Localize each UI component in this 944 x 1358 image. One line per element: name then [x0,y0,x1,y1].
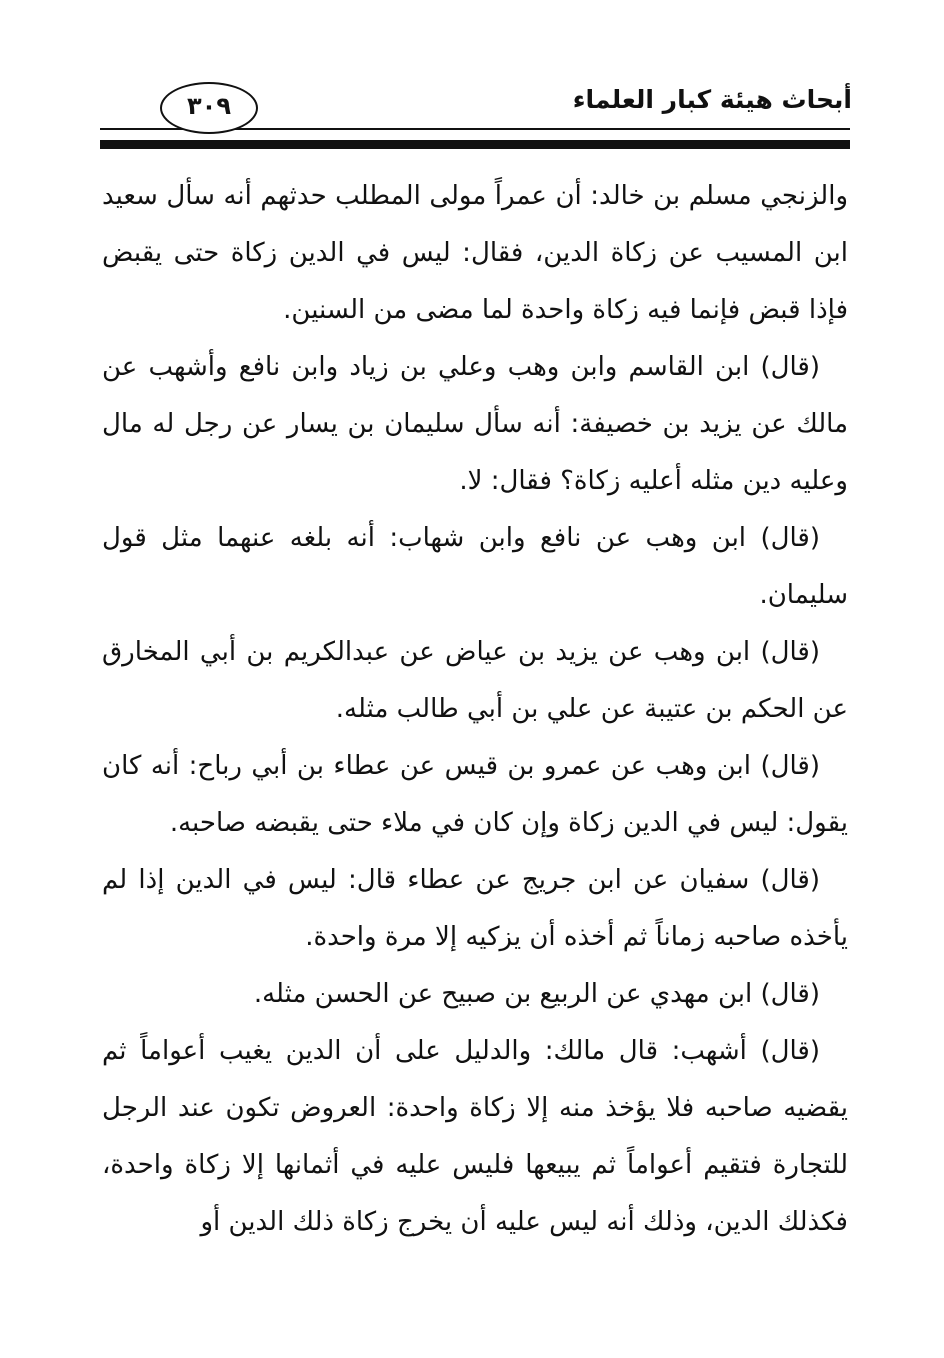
paragraph: (قال) ابن القاسم وابن وهب وعلي بن زياد وابن نافع وأشهب عن مالك عن يزيد بن خصيفة: أنه سأل سليمان بن يسار عن رجل له مال وعليه دين مثله أعليه زكاة؟ فقال: لا. [102,352,848,496]
paragraph: (قال) أشهب: قال مالك: والدليل على أن الدين يغيب أعواماً ثم يقضيه صاحبه فلا يؤخذ منه إلا زكاة واحدة: العروض تكون عند الرجل للتجارة فتقيم أعواماً ثم يبيعها فليس عليه في أثمانها إلا زكاة واحدة، فكذلك الدين، وذلك أنه ليس عليه أن يخرج زكاة ذلك الدين أو [102,1036,848,1237]
paragraph: والزنجي مسلم بن خالد: أن عمراً مولى المطلب حدثهم أنه سأل سعيد ابن المسيب عن زكاة الدين، فقال: ليس في الدين زكاة حتى يقبض فإذا قبض فإنما فيه زكاة واحدة لما مضى من السنين. [102,181,848,325]
body-text [102,168,848,1251]
page-number-oval [160,82,258,134]
paragraph: (قال) ابن مهدي عن الربيع بن صبيح عن الحسن مثله. [253,979,820,1009]
paragraph: (قال) سفيان عن ابن جريج عن عطاء قال: ليس في الدين إذا لم يأخذه صاحبه زماناً ثم أخذه أن يزكيه إلا مرة واحدة. [102,865,848,952]
header-rule-thick [100,140,850,149]
paragraph: (قال) ابن وهب عن نافع وابن شهاب: أنه بلغه عنهما مثل قول سليمان. [102,523,848,610]
page-number: ٣٠٩ [187,92,231,120]
running-header-title: أبحاث هيئة كبار العلماء [572,85,852,114]
paragraph: (قال) ابن وهب عن يزيد بن عياض عن عبدالكريم بن أبي المخارق عن الحكم بن عتيبة عن علي بن أبي طالب مثله. [102,637,848,724]
paragraph: (قال) ابن وهب عن عمرو بن قيس عن عطاء بن أبي رباح: أنه كان يقول: ليس في الدين زكاة وإن كان في ملاء حتى يقبضه صاحبه. [102,751,848,838]
